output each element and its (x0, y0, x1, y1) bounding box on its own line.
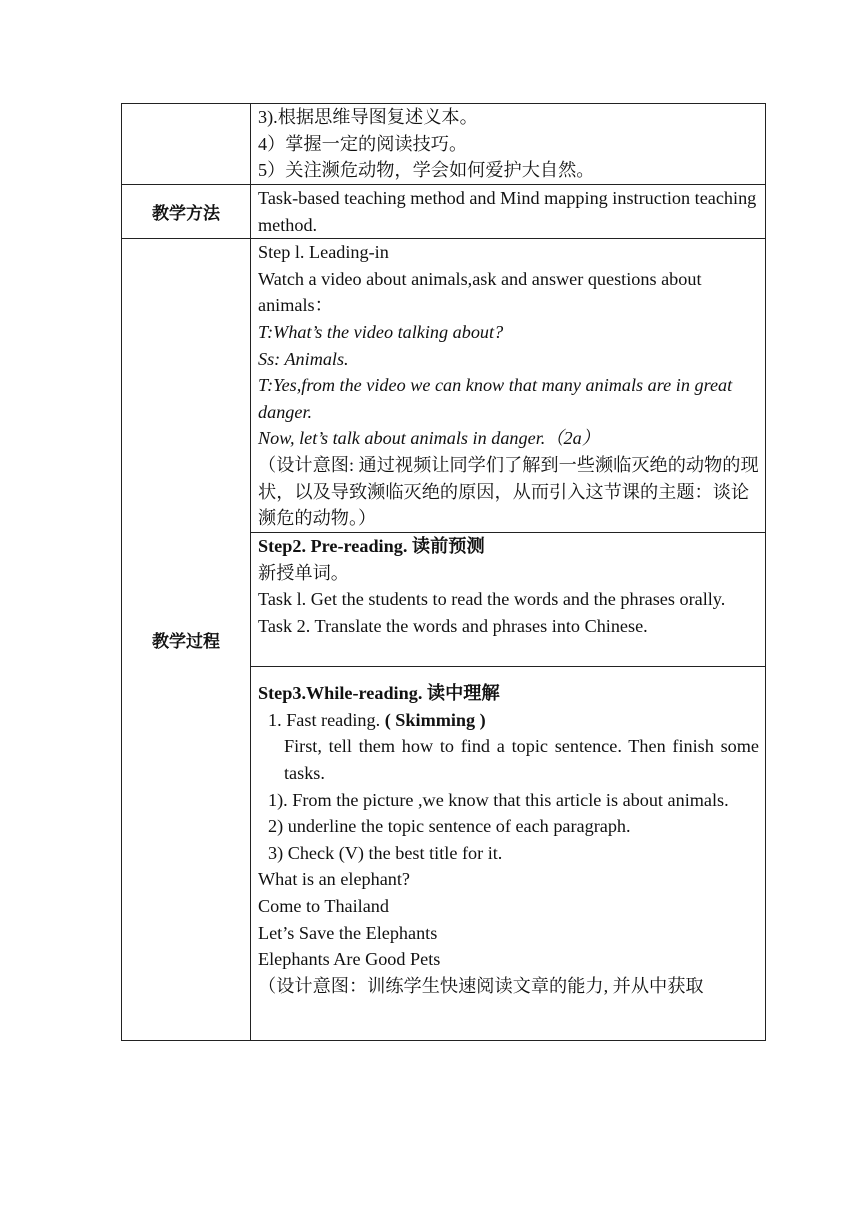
item1-text: 1. Fast reading. (268, 709, 385, 730)
dialogue-line: Now, let’s talk about animals in danger.（2a） (258, 428, 600, 449)
title-option: Elephants Are Good Pets (258, 949, 441, 970)
step2-task: Task 2. Translate the words and phrases into Chinese. (258, 615, 648, 636)
objectives-row (122, 104, 766, 185)
step3-item1 (258, 707, 759, 734)
objective-line: 4）掌握一定的阅读技巧。 (258, 133, 468, 154)
objectives-label-cell (122, 104, 251, 185)
step1-title: Step l. Leading-in (258, 242, 389, 263)
objective-line: 3).根据思维导图复述义本。 (258, 107, 478, 127)
step3-design-note: （设计意图：训练学生快速阅读文章的能力, 并从中获取 (258, 975, 704, 996)
sub-task-3: 3) Check (V) the best title for it. (268, 842, 503, 863)
title-option: Come to Thailand (258, 895, 389, 916)
step3-cell (251, 667, 766, 1041)
process-row-step1 (122, 239, 766, 533)
step2-cell (251, 533, 766, 667)
title-option: Let’s Save the Elephants (258, 922, 438, 943)
title-option: What is an elephant? (258, 869, 411, 890)
sub-task-1 (258, 787, 759, 814)
item1-description: First, tell them how to find a topic sentence. Then finish some tasks. (284, 736, 759, 783)
lesson-plan-table (121, 103, 766, 1041)
objective-line: 5）关注濒危动物，学会如何爱护大自然。 (258, 160, 595, 181)
step1-design-note: （设计意图: 通过视频让同学们了解到一些濒临灭绝的动物的现状，以及导致濒临灭绝的原因，从而引入这节课的主题：谈论濒危的动物。） (258, 454, 759, 529)
method-row (122, 185, 766, 239)
dialogue-line: T:What’s the video talking about? (258, 321, 504, 342)
spacer (258, 667, 759, 680)
process-label: 教学过程 (122, 239, 251, 1041)
method-label: 教学方法 (122, 185, 251, 239)
dialogue-line: Ss: Animals. (258, 348, 349, 369)
sub-task-2: 2) underline the topic sentence of each paragraph. (268, 816, 631, 837)
method-cell (251, 185, 766, 239)
method-text: Task-based teaching method and Mind mapping instruction teaching method. (258, 188, 757, 235)
item1-skimming: ( Skimming ) (384, 709, 486, 730)
step1-cell (251, 239, 766, 533)
step1-intro: Watch a video about animals,ask and answer questions about animals： (258, 268, 702, 316)
dialogue-line: T:Yes,from the video we can know that many animals are in great danger. (258, 375, 733, 422)
step3-title: Step3.While-reading. 读中理解 (258, 683, 500, 704)
objectives-cell (251, 104, 766, 185)
step2-task: Task l. Get the students to read the words and the phrases orally. (258, 589, 726, 610)
step2-title: Step2. Pre-reading. 读前预测 (258, 536, 485, 557)
step2-subtitle: 新授单词。 (258, 562, 349, 583)
sub-task-1-text: 1). From the picture ,we know that this article is about animals. (268, 789, 729, 810)
